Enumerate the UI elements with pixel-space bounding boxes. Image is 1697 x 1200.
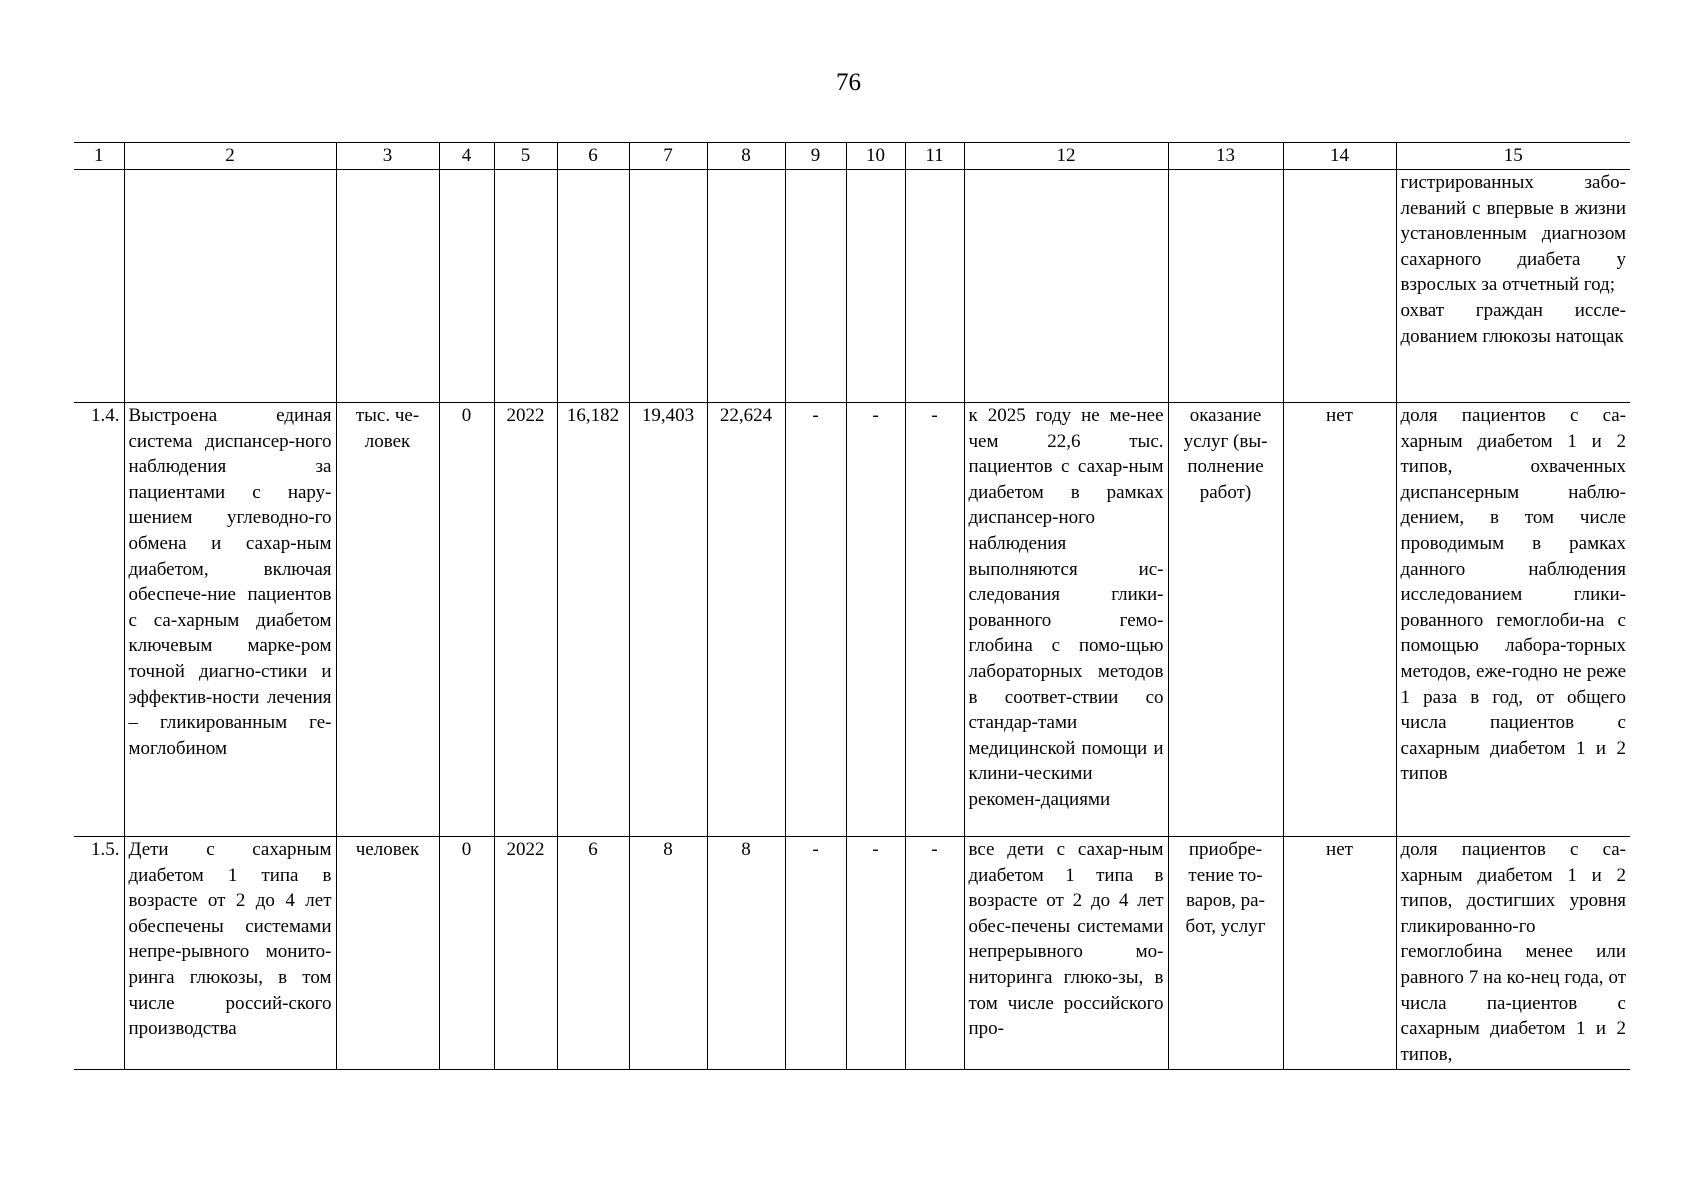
base-value: 0	[439, 403, 494, 837]
indicator-text: доля пациентов с са-харным диабетом 1 и 2 типов, достигших уровня гликированно-го гемоглобина менее или равного 7 на ко-нец года, от числа па-циентов с сахарным диабетом 1 и 2 типов,	[1396, 837, 1630, 1070]
header-row	[74, 143, 1630, 170]
value-col-8: 22,624	[707, 403, 785, 837]
col-header-12: 12	[964, 143, 1168, 170]
col-header-2: 2	[124, 143, 336, 170]
unit: человек	[336, 837, 439, 1070]
result-description: Дети с сахарным диабетом 1 типа в возрасте от 2 до 4 лет обеспечены системами непре-рывного монито-ринга глюкозы, в том числе россий-ского производства	[124, 837, 336, 1070]
result-characteristic: к 2025 году не ме-нее чем 22,6 тыс. пациентов с сахар-ным диабетом в рамках диспансер-ного наблюдения выполняются ис-следования глики-рованного гемо-глобина с помо-щью лабораторных методов в соответ-ствии со стандар-тами медицинской помощи и клини-ческими рекомен-дациями	[964, 403, 1168, 837]
page-number: 76	[836, 69, 861, 96]
base-value: 0	[439, 837, 494, 1070]
col-header-11: 11	[905, 143, 964, 170]
result-type: приобре-тение то-варов, ра-бот, услуг	[1168, 837, 1283, 1070]
col-header-8: 8	[707, 143, 785, 170]
col-header-6: 6	[557, 143, 629, 170]
value-col-9: -	[785, 403, 846, 837]
value-col-7: 19,403	[629, 403, 707, 837]
item-number: 1.5.	[74, 837, 124, 1070]
col-header-1: 1	[74, 143, 124, 170]
col-14-value: нет	[1283, 837, 1396, 1070]
value-col-11: -	[905, 837, 964, 1070]
result-characteristic: все дети с сахар-ным диабетом 1 типа в возрасте от 2 до 4 лет обес-печены системами непрерывного мо-ниторинга глюко-зы, в том числе российского про-	[964, 837, 1168, 1070]
col-header-4: 4	[439, 143, 494, 170]
col-header-3: 3	[336, 143, 439, 170]
base-year: 2022	[494, 403, 557, 837]
value-col-10: -	[846, 403, 905, 837]
col-header-13: 13	[1168, 143, 1283, 170]
col-header-14: 14	[1283, 143, 1396, 170]
table-row-continuation	[74, 170, 1630, 403]
col-header-7: 7	[629, 143, 707, 170]
value-col-11: -	[905, 403, 964, 837]
value-col-7: 8	[629, 837, 707, 1070]
result-description: Выстроена единая система диспансер-ного наблюдения за пациентами с нару-шением углеводно-го обмена и сахар-ным диабетом, включая обеспече-ние пациентов с са-харным диабетом ключевым марке-ром точной диагно-стики и эффектив-ности лечения – гликированным ге-моглобином	[124, 403, 336, 837]
result-type: оказание услуг (вы-полнение работ)	[1168, 403, 1283, 837]
base-year: 2022	[494, 837, 557, 1070]
value-col-6: 6	[557, 837, 629, 1070]
value-col-8: 8	[707, 837, 785, 1070]
measures-table	[74, 142, 1630, 1070]
col-header-15: 15	[1396, 143, 1630, 170]
value-col-10: -	[846, 837, 905, 1070]
table-row-1-5	[74, 837, 1630, 1070]
col-14-value: нет	[1283, 403, 1396, 837]
unit: тыс. че-ловек	[336, 403, 439, 837]
value-col-9: -	[785, 837, 846, 1070]
indicator-text: доля пациентов с са-харным диабетом 1 и 2 типов, охваченных диспансерным наблю-дением, в том числе проводимым в рамках данного наблюдения исследованием глики-рованного гемоглоби-на с помощью лабора-торных методов, еже-годно не реже 1 раза в год, от общего числа пациентов с сахарным диабетом 1 и 2 типов	[1396, 403, 1630, 837]
value-col-6: 16,182	[557, 403, 629, 837]
indicator-text: гистрированных забо-леваний с впервые в жизни установленным диагнозом сахарного диабета у взрослых за отчетный год; охват граждан иссле-дованием глюкозы натощак	[1396, 170, 1630, 403]
col-header-9: 9	[785, 143, 846, 170]
col-header-10: 10	[846, 143, 905, 170]
item-number: 1.4.	[74, 403, 124, 837]
col-header-5: 5	[494, 143, 557, 170]
table-row-1-4	[74, 403, 1630, 837]
